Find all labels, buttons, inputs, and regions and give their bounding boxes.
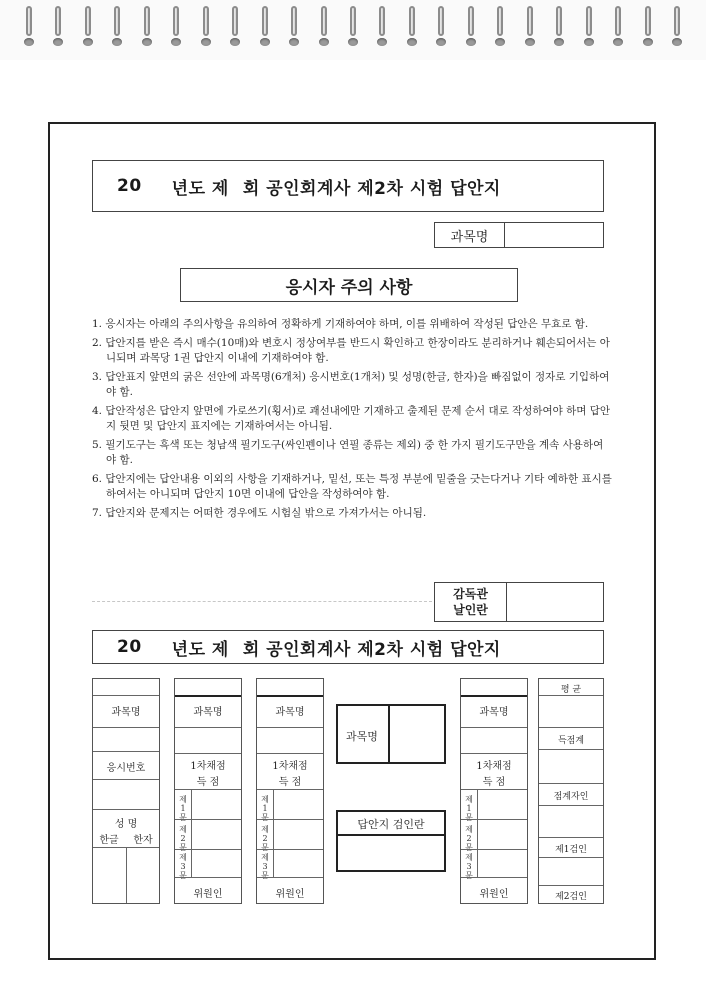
rule	[461, 877, 527, 878]
binding-ring	[611, 20, 625, 54]
col2-subject-label: 과목명	[193, 707, 223, 718]
binding-ring	[199, 20, 213, 54]
rule	[539, 837, 603, 838]
rule	[257, 849, 323, 850]
notice-item: 3. 답안표지 앞면의 굵은 선안에 과목명(6개처) 응시번호(1개처) 및 성명(한글, 한자)을 빠짐없이 정자로 기입하여야 함.	[92, 370, 610, 398]
binding-ring	[81, 20, 95, 54]
rule	[461, 695, 527, 697]
rule	[191, 789, 192, 877]
spiral-binding	[0, 0, 706, 60]
rule	[539, 805, 603, 806]
stub-col-score-1	[174, 678, 242, 904]
sheet-title	[92, 160, 604, 212]
binding-ring	[258, 20, 272, 54]
binding-ring	[110, 20, 124, 54]
rule	[175, 849, 241, 850]
average-label: 평 균	[560, 685, 582, 695]
rule	[257, 753, 323, 754]
stub-col-score-2	[256, 678, 324, 904]
binding-ring	[552, 20, 566, 54]
rule	[539, 857, 603, 858]
rule	[461, 849, 527, 850]
applicant-subject-label: 과목명	[111, 707, 141, 718]
binding-ring	[140, 20, 154, 54]
rule	[461, 819, 527, 820]
notice-list	[92, 317, 612, 524]
rule	[539, 749, 603, 750]
rule	[539, 783, 603, 784]
title-part2: 회 공인회계사 제2차 시험 답안지	[242, 178, 501, 199]
rule	[93, 847, 159, 848]
notice-item: 6. 답안지에는 답안내용 이외의 사항을 기재하거나, 밑선, 또는 특정 부분에 밑줄을 긋는다거나 기타 예하한 표시를 하여서는 아니되며 답안지 10면 이내에 답안을 작성하여야 함.	[92, 472, 612, 500]
rule	[461, 753, 527, 754]
answer-sheet	[48, 122, 656, 960]
col2-q3: 제3문	[179, 853, 187, 880]
score-total-label: 득점계	[557, 736, 585, 746]
notice-item: 5. 필기도구는 흑색 또는 청남색 필기도구(싸인펜이나 연필 종류는 제외) 중 한 가지 필기도구만을 계속 사용하여야 함.	[92, 438, 604, 466]
rule	[93, 809, 159, 810]
binding-ring	[287, 20, 301, 54]
rule	[175, 727, 241, 728]
subject-name-field[interactable]	[505, 223, 603, 247]
col2-grader-label: 위원인	[193, 889, 223, 900]
binding-ring	[670, 20, 684, 54]
rule	[175, 753, 241, 754]
rule	[257, 877, 323, 878]
rule	[257, 695, 323, 697]
first-seal-label: 제1검인	[555, 845, 587, 855]
binding-ring	[228, 20, 242, 54]
checker-label: 점계자인	[553, 792, 589, 802]
notice-item: 7. 답안지와 문제지는 어떠한 경우에도 시험실 밖으로 가져가서는 아니됨.	[92, 506, 427, 519]
binding-ring	[22, 20, 36, 54]
second-seal-label: 제2검인	[555, 892, 587, 902]
binding-ring	[493, 20, 507, 54]
rule	[461, 789, 527, 790]
binding-ring	[317, 20, 331, 54]
name-label: 성 명	[114, 819, 138, 830]
stub-title-part2: 회 공인회계사 제2차 시험 답안지	[242, 639, 501, 660]
col5-grader-label: 위원인	[479, 889, 509, 900]
supervisor-label-2: 날인란	[453, 603, 488, 617]
binding-ring	[405, 20, 419, 54]
binding-ring	[523, 20, 537, 54]
rule	[273, 789, 274, 877]
answer-seal-label: 답안지 검인란	[357, 818, 425, 831]
col3-q2: 제2문	[261, 825, 269, 852]
rule	[175, 695, 241, 697]
col3-q3: 제3문	[261, 853, 269, 880]
rule	[257, 727, 323, 728]
notice-item: 4. 답안작성은 답안지 앞면에 가로쓰기(횡서)로 괘선내에만 기재하고 출제된 문제 순서 대로 작성하여야 하며 답안지 뒷면 및 답안지 표지에는 기재하여서는 아니됨.	[92, 404, 611, 432]
stub-title-part1: 년도 제	[171, 639, 229, 660]
col5-q1: 제1문	[465, 795, 473, 822]
answer-seal-box	[336, 810, 446, 872]
stub-col-applicant	[92, 678, 160, 904]
cut-line	[92, 601, 432, 602]
stub-col-score-3	[460, 678, 528, 904]
col3-round-label: 1차채점	[272, 761, 308, 772]
binding-ring	[641, 20, 655, 54]
subject-name-label: 과목명	[435, 223, 505, 247]
binding-rings	[14, 20, 692, 46]
notice-item: 2. 답안지를 받은 즉시 매수(10매)와 변호시 정상여부를 반드시 확인하고 한장이라도 분리하거나 훼손되어서는 아니되며 과목당 1권 답안지 이내에 기재하여야 함.	[92, 336, 610, 364]
col2-q1: 제1문	[179, 795, 187, 822]
rule	[257, 819, 323, 820]
title-year: 20	[117, 176, 142, 196]
mid-subject-box	[336, 704, 446, 764]
binding-ring	[169, 20, 183, 54]
col5-round-label: 1차채점	[476, 761, 512, 772]
rule	[93, 695, 159, 696]
col3-q1: 제1문	[261, 795, 269, 822]
col3-grader-label: 위원인	[275, 889, 305, 900]
col3-score-label: 득 점	[278, 777, 302, 788]
col2-q2: 제2문	[179, 825, 187, 852]
subject-name-box	[434, 222, 604, 248]
rule	[175, 819, 241, 820]
binding-ring	[346, 20, 360, 54]
rule	[388, 706, 390, 762]
stub-col-totals	[538, 678, 604, 904]
mid-subject-label: 과목명	[346, 730, 378, 743]
col2-score-label: 득 점	[196, 777, 220, 788]
supervisor-label-1: 감독관	[453, 587, 488, 601]
hangul-label: 한글	[99, 835, 119, 846]
col5-score-label: 득 점	[482, 777, 506, 788]
stub-title-year: 20	[117, 637, 142, 657]
exam-number-label: 응시번호	[106, 763, 146, 774]
rule	[175, 789, 241, 790]
rule	[539, 727, 603, 728]
binding-ring	[464, 20, 478, 54]
rule	[93, 727, 159, 728]
stub-title	[92, 630, 604, 664]
rule	[175, 877, 241, 878]
rule	[93, 779, 159, 780]
notice-heading: 응시자 주의 사항	[180, 268, 518, 302]
rule	[461, 727, 527, 728]
col5-q3: 제3문	[465, 853, 473, 880]
rule	[338, 834, 444, 836]
supervisor-label	[435, 583, 507, 621]
hanja-label: 한자	[133, 835, 153, 846]
col2-round-label: 1차채점	[190, 761, 226, 772]
col5-q2: 제2문	[465, 825, 473, 852]
rule	[126, 847, 127, 903]
col5-subject-label: 과목명	[479, 707, 509, 718]
supervisor-seal-field[interactable]	[507, 583, 603, 621]
rule	[93, 751, 159, 752]
rule	[477, 789, 478, 877]
binding-ring	[582, 20, 596, 54]
binding-ring	[375, 20, 389, 54]
rule	[539, 885, 603, 886]
notice-item: 1. 응시자는 아래의 주의사항을 유의하여 정확하게 기재하여야 하며, 이를 위배하여 작성된 답안은 무효로 함.	[92, 318, 589, 330]
rule	[257, 789, 323, 790]
col3-subject-label: 과목명	[275, 707, 305, 718]
title-part1: 년도 제	[171, 178, 229, 199]
supervisor-seal-box	[434, 582, 604, 622]
rule	[539, 695, 603, 696]
binding-ring	[51, 20, 65, 54]
binding-ring	[434, 20, 448, 54]
